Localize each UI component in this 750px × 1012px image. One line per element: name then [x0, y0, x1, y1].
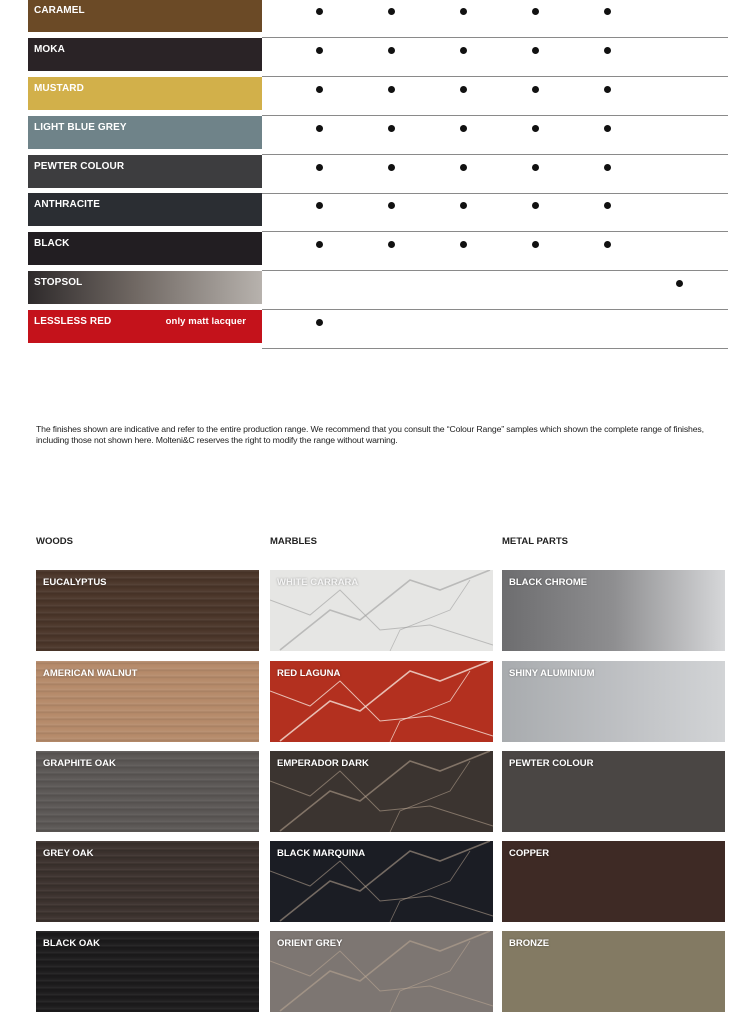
availability-dot — [604, 8, 611, 15]
metals-swatch — [502, 931, 725, 1012]
availability-dot — [532, 8, 539, 15]
availability-dot — [388, 8, 395, 15]
availability-dot — [460, 47, 467, 54]
availability-dot — [316, 86, 323, 93]
finish-note: only matt lacquer — [165, 316, 246, 327]
finish-label: STOPSOL — [34, 277, 83, 288]
woods-swatch-label: BLACK OAK — [43, 938, 100, 949]
availability-dot — [460, 125, 467, 132]
metal-parts-heading: METAL PARTS — [502, 536, 568, 547]
marbles-swatch — [270, 661, 493, 742]
marbles-swatch-label: ORIENT GREY — [277, 938, 343, 949]
finish-label: CARAMEL — [34, 5, 85, 16]
availability-dot — [532, 125, 539, 132]
metals-swatch — [502, 570, 725, 651]
availability-dot — [532, 86, 539, 93]
finish-label: MUSTARD — [34, 83, 84, 94]
finish-swatch — [28, 0, 262, 32]
marbles-swatch-label: RED LAGUNA — [277, 668, 341, 679]
finish-row — [28, 310, 728, 349]
finish-swatch — [28, 38, 262, 71]
finish-swatch — [28, 116, 262, 149]
marbles-swatch — [270, 931, 493, 1012]
finish-swatch — [28, 310, 262, 343]
finish-row — [28, 232, 728, 271]
metals-swatch-label: BLACK CHROME — [509, 577, 588, 588]
metals-swatch-label: BRONZE — [509, 938, 550, 949]
woods-heading: WOODS — [36, 536, 73, 547]
finish-row — [28, 38, 728, 77]
finish-swatch — [28, 271, 262, 304]
finish-row — [28, 271, 728, 310]
availability-dot — [388, 47, 395, 54]
marbles-swatch — [270, 841, 493, 922]
metals-swatch — [502, 661, 725, 742]
finish-label: LIGHT BLUE GREY — [34, 122, 127, 133]
finish-row — [28, 116, 728, 155]
availability-dot — [604, 47, 611, 54]
availability-dot — [460, 202, 467, 209]
availability-dot — [316, 125, 323, 132]
woods-swatch-label: GREY OAK — [43, 848, 94, 859]
availability-dot — [388, 125, 395, 132]
finish-row — [28, 77, 728, 116]
finish-row — [28, 155, 728, 194]
metals-swatch — [502, 841, 725, 922]
finish-swatch — [28, 193, 262, 226]
availability-dot — [316, 164, 323, 171]
finish-label: ANTHRACITE — [34, 199, 100, 210]
finish-swatch — [28, 77, 262, 110]
marbles-swatch-label: EMPERADOR DARK — [277, 758, 369, 769]
finish-label: LESSLESS RED — [34, 316, 112, 327]
woods-swatch-label: AMERICAN WALNUT — [43, 668, 138, 679]
availability-dot — [532, 47, 539, 54]
availability-dot — [316, 319, 323, 326]
availability-dot — [388, 202, 395, 209]
woods-swatch-label: GRAPHITE OAK — [43, 758, 116, 769]
finish-row — [28, 0, 728, 38]
availability-dot — [676, 280, 683, 287]
finish-label: PEWTER COLOUR — [34, 161, 125, 172]
metals-swatch — [502, 751, 725, 832]
row-divider — [262, 348, 728, 349]
finish-label: BLACK — [34, 238, 70, 249]
availability-dot — [604, 164, 611, 171]
finish-swatch — [28, 232, 262, 265]
metals-swatch-label: SHINY ALUMINIUM — [509, 668, 595, 679]
availability-dot — [460, 241, 467, 248]
availability-dot — [604, 86, 611, 93]
woods-swatch-label: EUCALYPTUS — [43, 577, 107, 588]
woods-swatch — [36, 751, 259, 832]
availability-dot — [316, 202, 323, 209]
marbles-heading: MARBLES — [270, 536, 317, 547]
availability-dot — [532, 164, 539, 171]
marbles-swatch-label: WHITE CARRARA — [277, 577, 359, 588]
availability-dot — [316, 47, 323, 54]
availability-dot — [460, 8, 467, 15]
metals-swatch-label: COPPER — [509, 848, 550, 859]
availability-dot — [604, 241, 611, 248]
woods-swatch — [36, 841, 259, 922]
finish-swatch — [28, 155, 262, 188]
availability-dot — [460, 86, 467, 93]
woods-swatch — [36, 570, 259, 651]
finish-row — [28, 193, 728, 232]
marbles-swatch — [270, 751, 493, 832]
availability-dot — [460, 164, 467, 171]
availability-dot — [388, 241, 395, 248]
availability-dot — [604, 125, 611, 132]
availability-dot — [388, 164, 395, 171]
availability-dot — [388, 86, 395, 93]
marbles-swatch-label: BLACK MARQUINA — [277, 848, 366, 859]
woods-swatch — [36, 931, 259, 1012]
availability-dot — [316, 8, 323, 15]
availability-dot — [316, 241, 323, 248]
woods-swatch — [36, 661, 259, 742]
availability-dot — [532, 202, 539, 209]
availability-dot — [604, 202, 611, 209]
finish-label: MOKA — [34, 44, 65, 55]
marbles-swatch — [270, 570, 493, 651]
disclaimer-text: The finishes shown are indicative and refer to the entire production range. We recommend that you consult the “Colour Range” samples which shown the complete range of finishes, including those not shown here. Molteni&C reserves the right to modify the range without warning. — [36, 424, 704, 445]
availability-dot — [532, 241, 539, 248]
metals-swatch-label: PEWTER COLOUR — [509, 758, 594, 769]
